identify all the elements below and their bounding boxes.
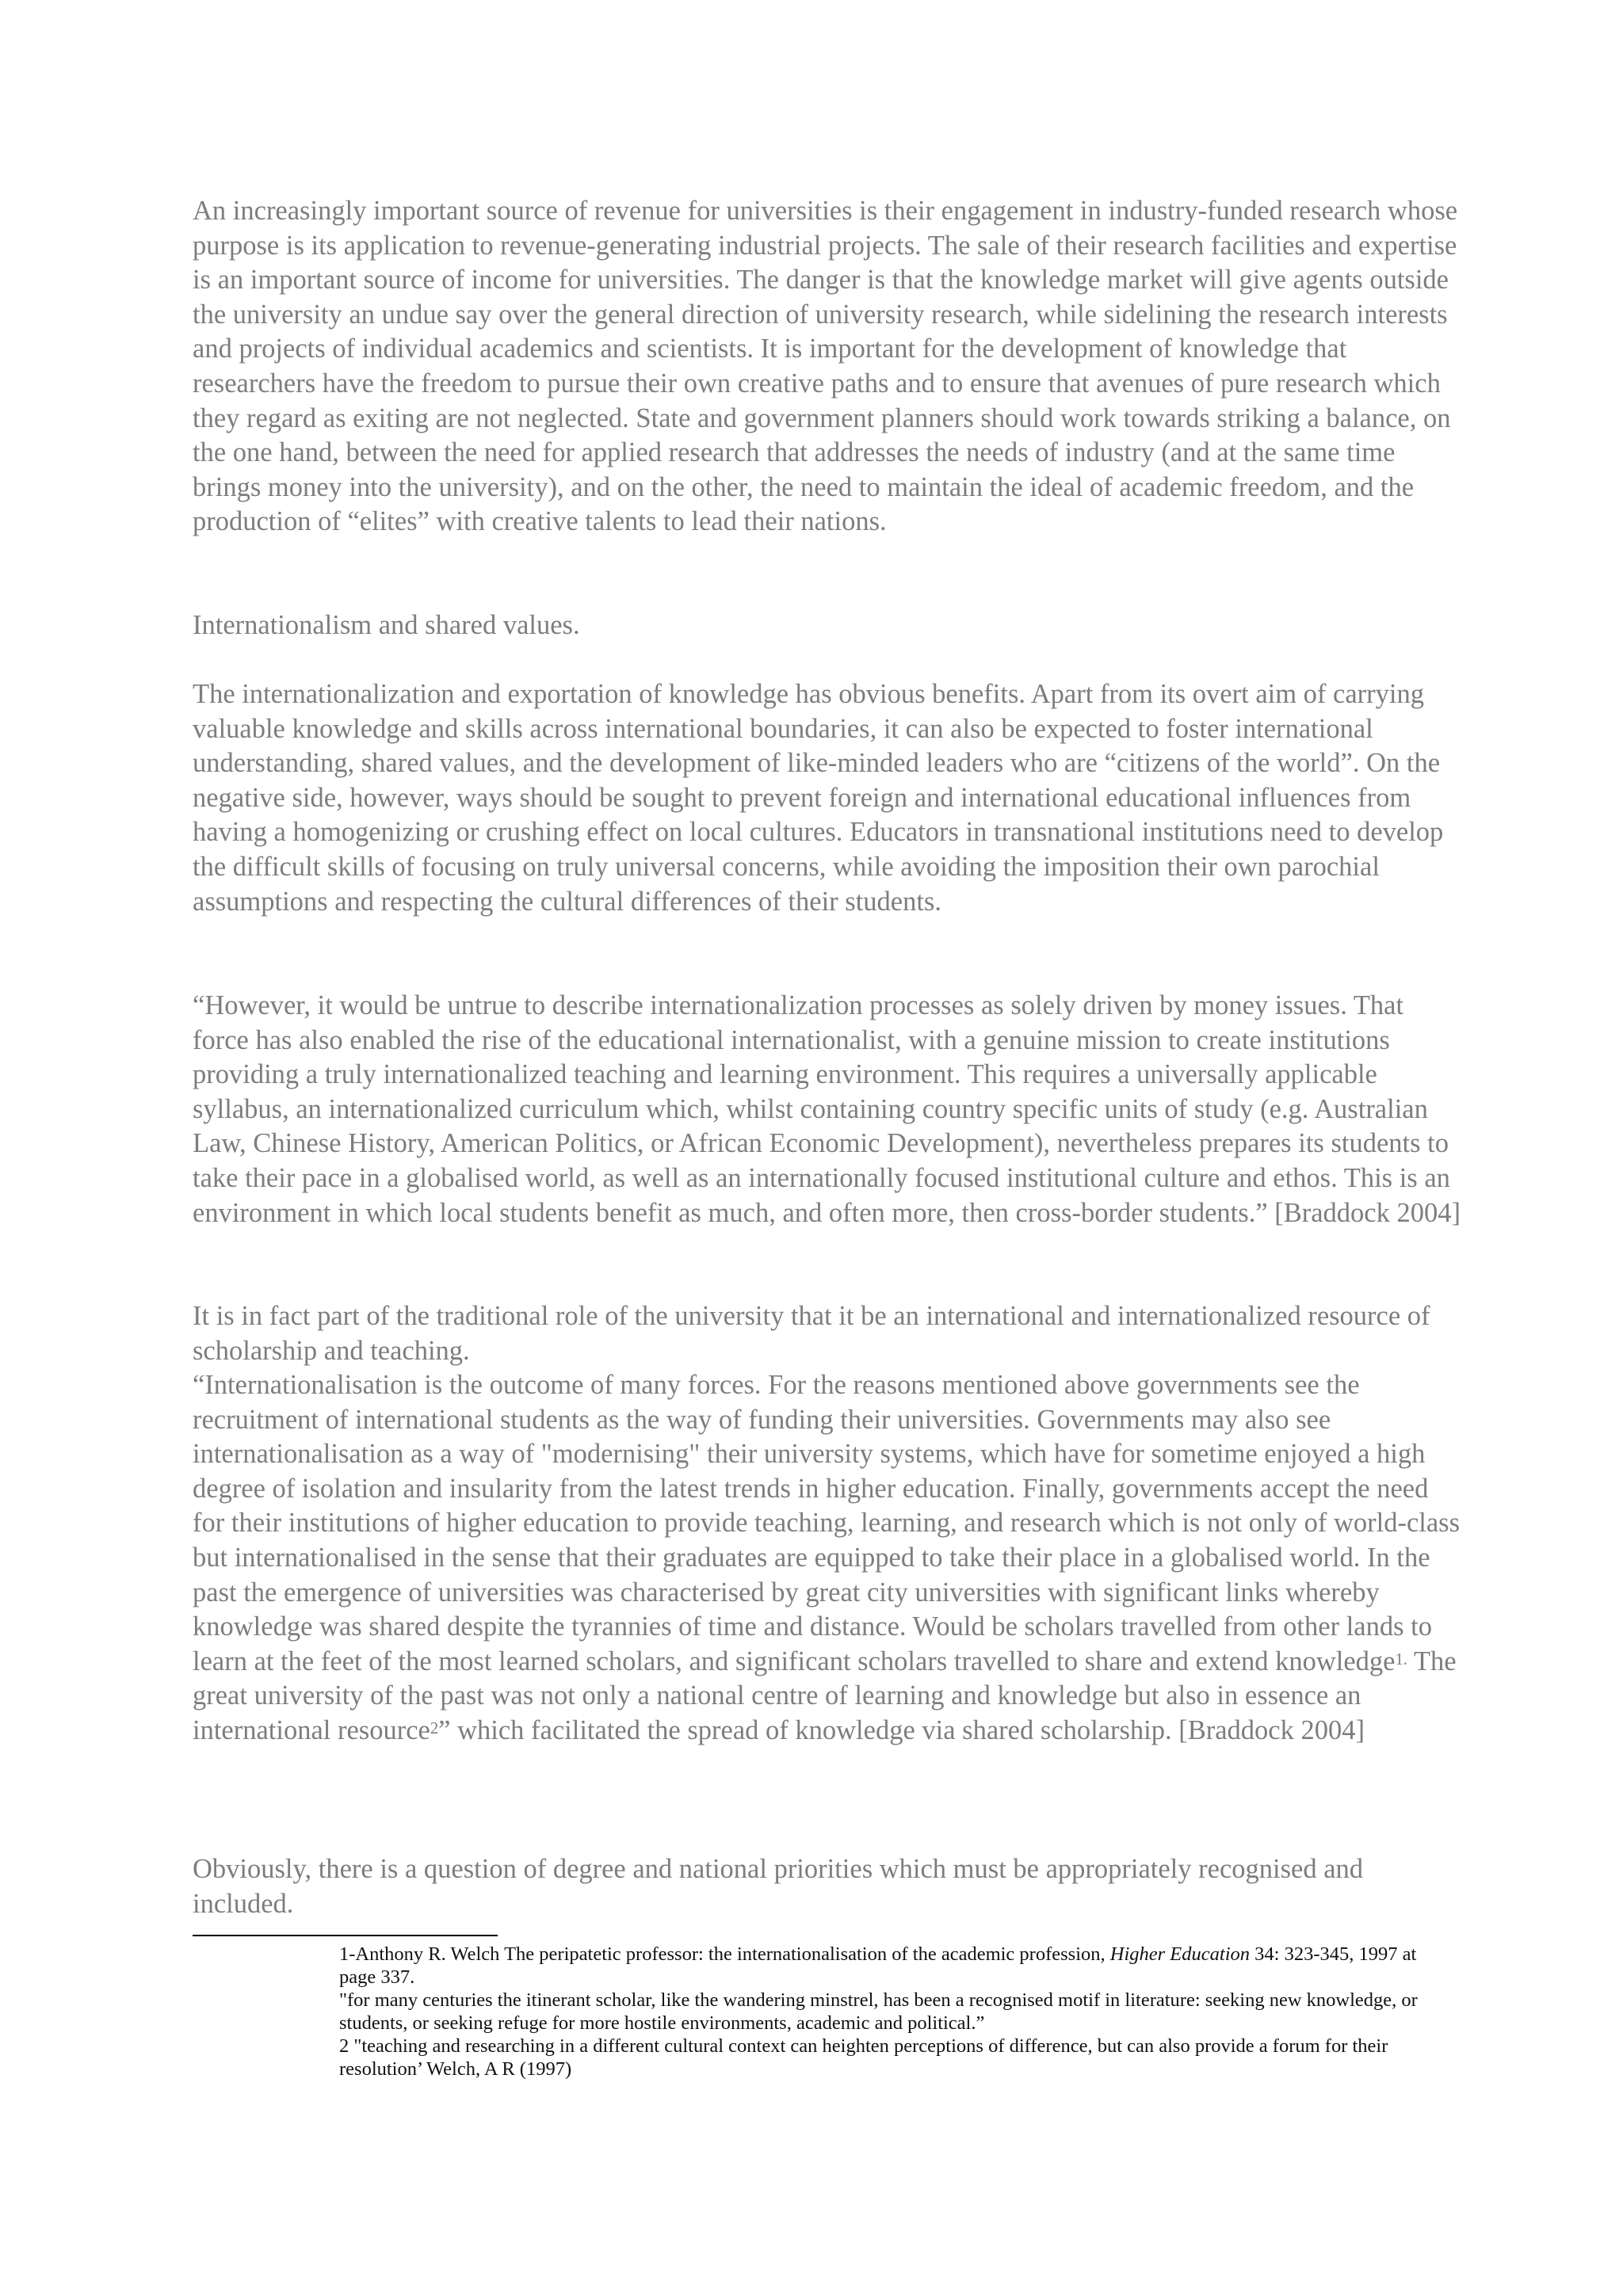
- footnote-separator: [193, 1935, 498, 1936]
- paragraph-traditional-role: It is in fact part of the traditional role of the university that it be an international and internationalized resource of scholarship and teaching.: [193, 1301, 1430, 1366]
- quote-text-part-1: “Internationalisation is the outcome of many forces. For the reasons mentioned above governments see the recruitment of international students as the way of funding their universities. Governments may also see internationalisation as a way of "modernising" their university systems, which have for sometime enjoyed a high degree of isolation and insularity from the latest trends in higher education. Finally, governments accept the need for their institutions of higher education to provide teaching, learning, and research which is not only of world-class but internationalised in the sense that their graduates are equipped to take their place in a globalised world. In the past the emergence of universities was characterised by great city universities with significant links whereby knowledge was shared despite the tyrannies of time and distance. Would be scholars travelled from other lands to learn at the feet of the most learned scholars, and significant scholars travelled to share and extend knowledge: [193, 1370, 1461, 1676]
- quote-braddock-internationalization: “However, it would be untrue to describe internationalization processes as solely driven by money issues. That force has also enabled the rise of the educational internationalist, with a genuine mission to create institutions providing a truly internationalized teaching and learning environment. This requires a universally applicable syllabus, an internationalized curriculum which, whilst containing country specific units of study (e.g. Australian Law, Chinese History, American Politics, or African Economic Development), nevertheless prepares its students to take their pace in a globalised world, as well as an internationally focused institutional culture and ethos. This is an environment in which local students benefit as much, and often more, then cross-border students.” [Braddock 2004]: [193, 990, 1461, 1228]
- quote-text-part-2: The great university of the past was not only a national centre of learning and knowledge but also in essence an international resource: [193, 1646, 1457, 1745]
- footnote-ref-2: 2: [430, 1719, 439, 1737]
- quote-text-part-3: ” which facilitated the spread of knowledge via shared scholarship. [Braddock 2004]: [438, 1714, 1365, 1745]
- footnote-1: [339, 1943, 1449, 1989]
- paragraph-university-revenue: An increasingly important source of revenue for universities is their engagement in industry-funded research whose purpose is its application to revenue-generating industrial projects. The sale of their research facilities and expertise is an important source of income for universities. The danger is that the knowledge market will give agents outside the university an undue say over the general direction of university research, while sidelining the research interests and projects of individual academics and scientists. It is important for the development of knowledge that researchers have the freedom to pursue their own creative paths and to ensure that avenues of pure research which they regard as exiting are not neglected. State and government planners should work towards striking a balance, on the one hand, between the need for applied research that addresses the needs of industry (and at the same time brings money into the university), and on the other, the need to maintain the ideal of academic freedom, and the production of “elites” with creative talents to lead their nations.: [193, 196, 1458, 537]
- paragraph-internationalization-benefits: The internationalization and exportation of knowledge has obvious benefits. Apart from its overt aim of carrying valuable knowledge and skills across international boundaries, it can also be expected to foster international understanding, shared values, and the development of like-minded leaders who are “citizens of the world”. On the negative side, however, ways should be sought to prevent foreign and international educational influences from having a homogenizing or crushing effect on local cultures. Educators in transnational institutions need to develop the difficult skills of focusing on truly universal concerns, while avoiding the imposition their own parochial assumptions and respecting the cultural differences of their students.: [193, 679, 1444, 917]
- footnote-1-quote: "for many centuries the itinerant scholar, like the wandering minstrel, has been a recognised motif in literature: seeking new knowledge, or students, or seeking refuge for more hostile environments, academic and political.”: [339, 1989, 1418, 2034]
- footnotes: [339, 1943, 1449, 2081]
- footnote-1-pages: 34: 323-345, 1997 at page 337.: [339, 1943, 1417, 1988]
- footnote-1-journal: , Higher Education: [1100, 1943, 1251, 1965]
- footnote-1-citation: 1-Anthony R. Welch The peripatetic professor: the internationalisation of the academic profession: [339, 1943, 1101, 1965]
- section-heading: Internationalism and shared values.: [193, 610, 580, 640]
- footnote-2: 2 "teaching and researching in a different cultural context can heighten perceptions of difference, but can also provide a forum for their resolution’ Welch, A R (1997): [339, 2035, 1388, 2080]
- quote-braddock-internationalisation-forces: [193, 1368, 1461, 1749]
- footnote-ref-1: 1.: [1395, 1650, 1407, 1669]
- paragraph-degree-priorities: Obviously, there is a question of degree and national priorities which must be appropriately recognised and included.: [193, 1854, 1364, 1919]
